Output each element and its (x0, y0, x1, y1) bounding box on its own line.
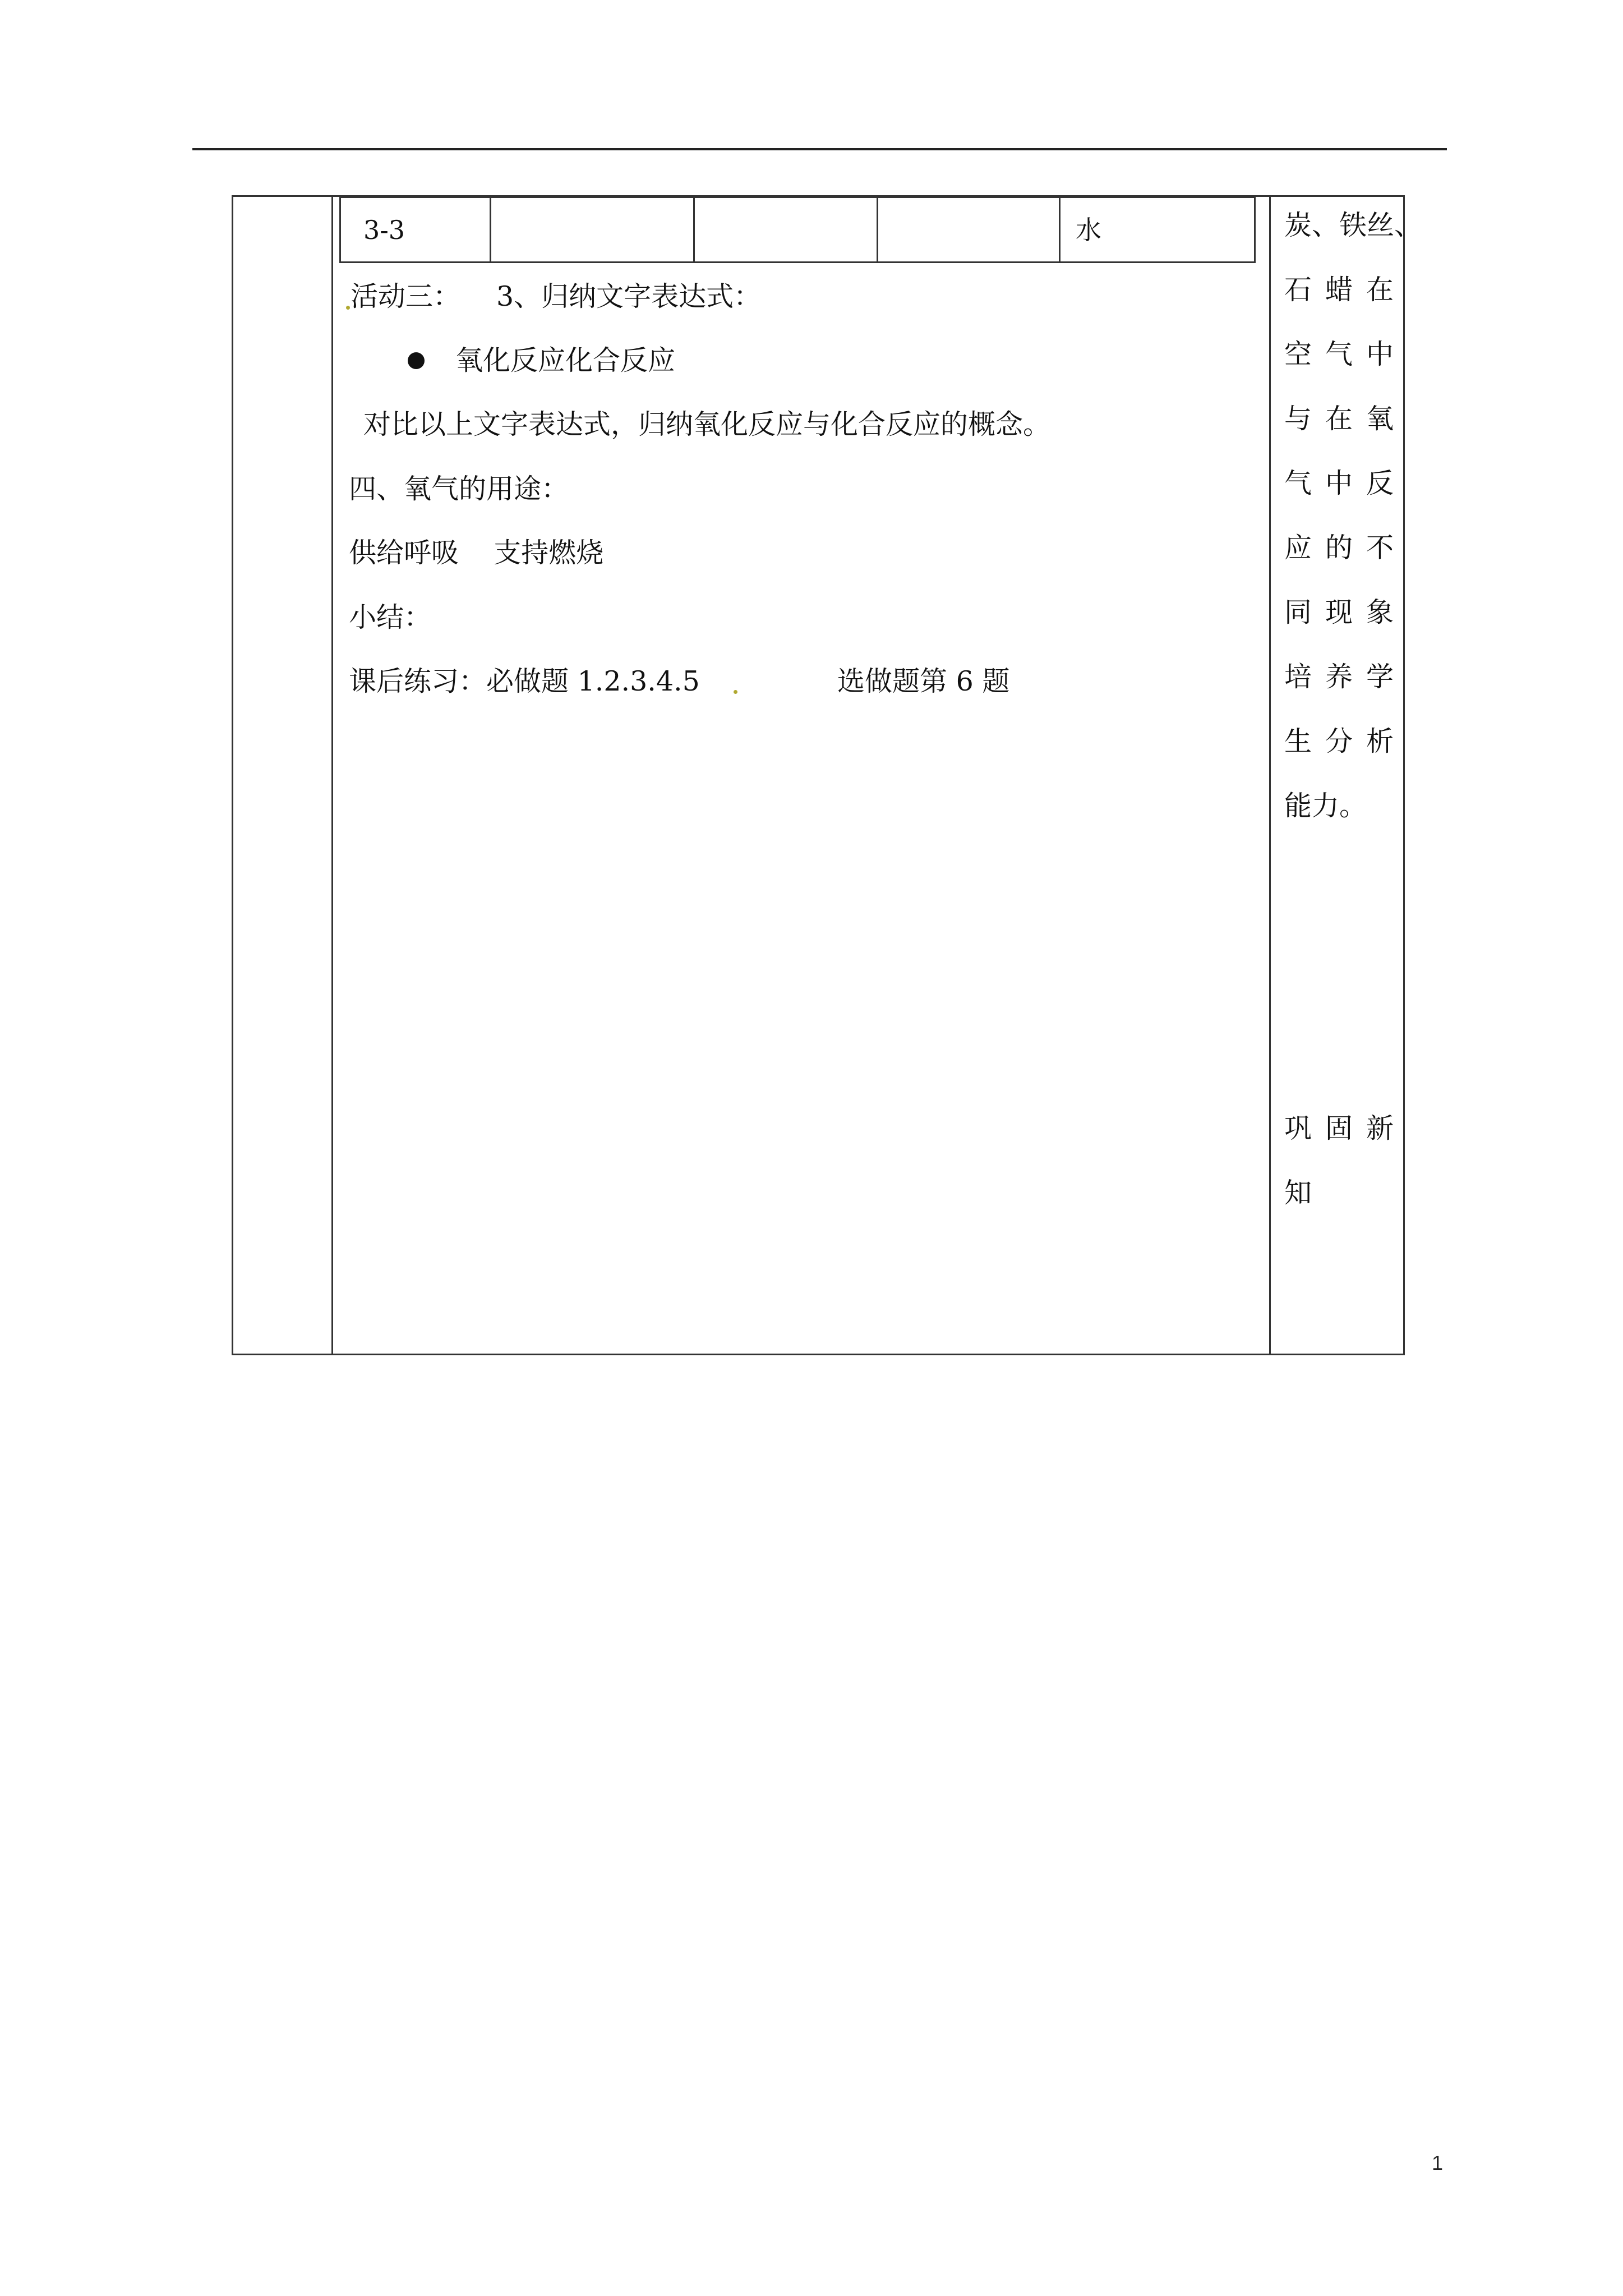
editor-mark (346, 306, 350, 310)
page-number: 1 (1432, 2151, 1444, 2174)
uses-items: 供给呼吸 支持燃烧 (349, 537, 604, 569)
side-note-line: 与 在 氧 (1284, 403, 1394, 435)
side-note-line: 培 养 学 (1284, 661, 1394, 693)
editor-mark (734, 690, 737, 694)
side-note-line: 同 现 象 (1284, 596, 1394, 628)
activity-task: 3、归纳文字表达式： (496, 280, 762, 312)
experiment-number-cell: 3-3 (363, 214, 405, 245)
column-divider-right (1269, 197, 1271, 1354)
experiment-product-cell: 水 (1076, 214, 1101, 245)
side-note-line: 炭、铁丝、 (1284, 209, 1422, 241)
experiment-table-row (339, 196, 1256, 263)
side-note-line: 石 蜡 在 (1284, 274, 1394, 306)
side-note-line: 能力。 (1284, 790, 1367, 822)
cell-divider (693, 198, 695, 261)
homework-optional: 选做题第 6 题 (837, 665, 1010, 697)
cell-divider (1059, 198, 1061, 261)
header-rule (192, 148, 1447, 150)
column-divider-left (331, 197, 333, 1354)
cell-divider (877, 198, 878, 261)
side-note-line: 巩 固 新 (1284, 1112, 1394, 1144)
lesson-plan-table (232, 195, 1422, 1355)
activity-label: 活动三： (351, 280, 461, 312)
side-note-line: 气 中 反 (1284, 467, 1394, 499)
side-note-line: 知 (1284, 1177, 1312, 1209)
homework-required: 课后练习：必做题 1.2.3.4.5 (349, 665, 700, 697)
summary-label: 小结： (349, 601, 432, 633)
side-note-line: 生 分 析 (1284, 725, 1394, 757)
compare-instruction: 对比以上文字表达式，归纳氧化反应与化合反应的概念。 (363, 408, 1051, 440)
design-intent-column (1284, 209, 1422, 1241)
cell-divider (490, 198, 491, 261)
side-note-gap (1284, 854, 1394, 1112)
bullet-item: 氧化反应化合反应 (455, 344, 676, 376)
uses-heading: 四、氧气的用途： (349, 473, 569, 505)
bullet-icon (408, 352, 425, 369)
side-note-line: 空 气 中 (1284, 338, 1394, 370)
side-note-line: 应 的 不 (1284, 532, 1394, 564)
